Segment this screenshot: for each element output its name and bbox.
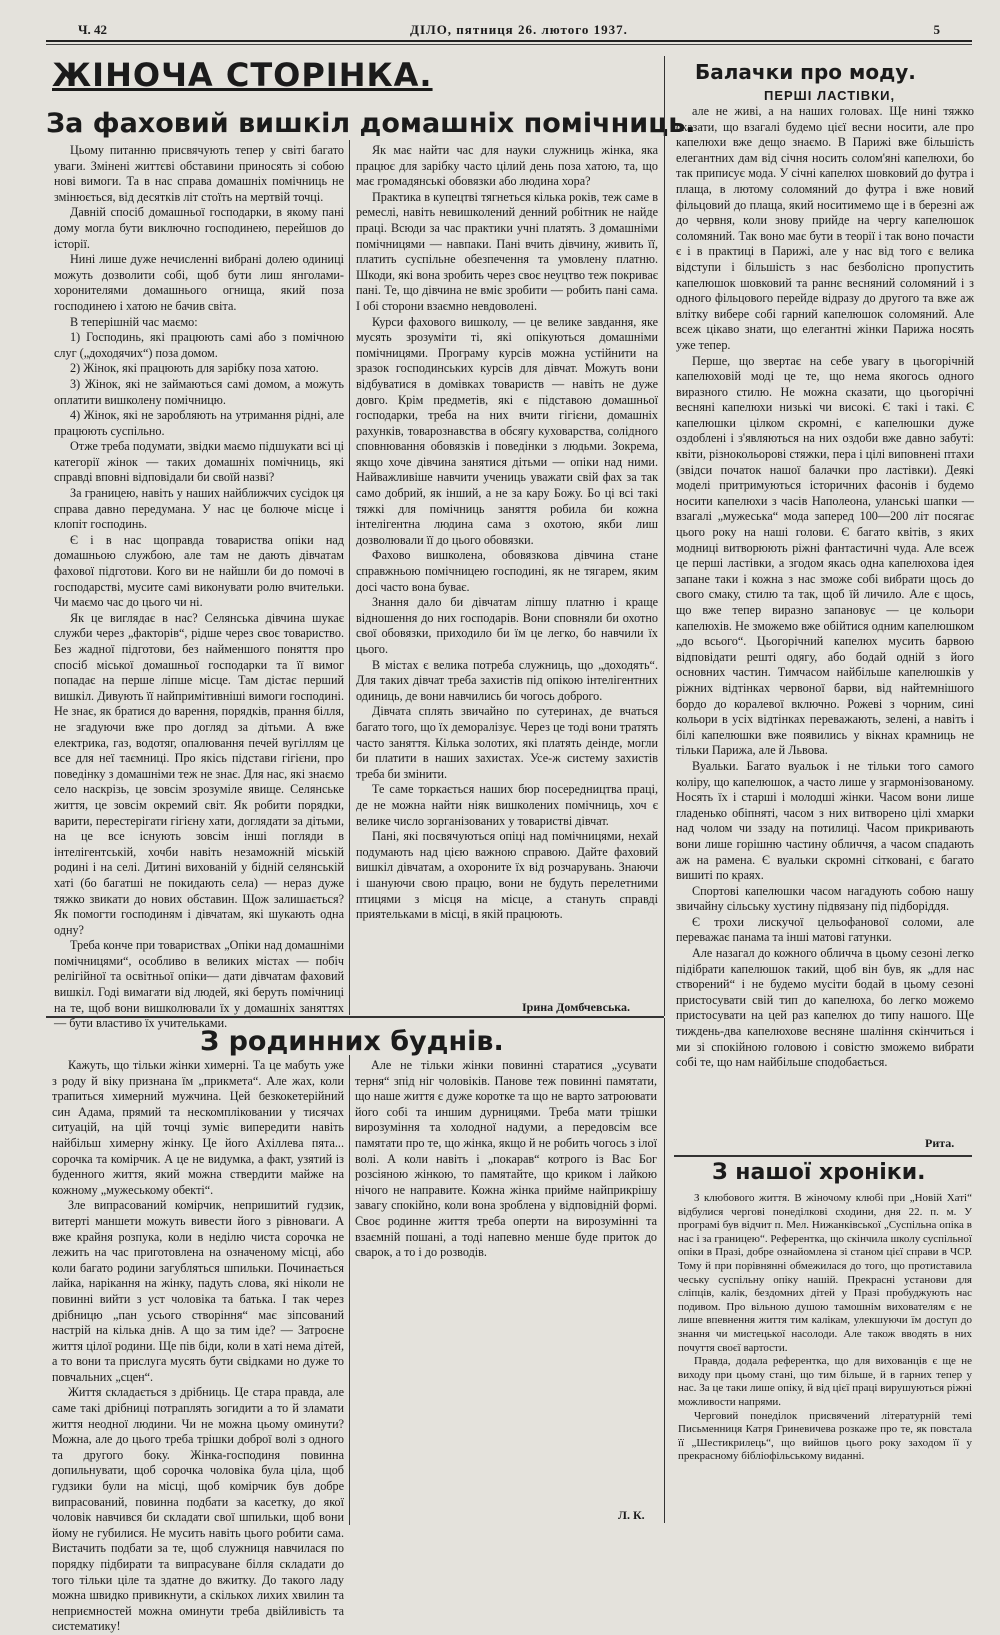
- column-rule: [349, 140, 350, 1015]
- paragraph: Як це виглядає в нас? Селянська дівчина шукає служби через „факторів“, рідше через своє товариство. Без жадної підготови, без найменшого поняття про спосіб міської домашньої господарки та її вимог попадає на перше ліпше місце. Там дістає перший вишкіл. Дивують її найпримітивніші вимоги господині. Не знає, як братися до варення, порядків, прання білля, не згадуючи вже про догляд за дітьми. А вже електрика, газ, водотяг, опалювання печей вугіллям це все для неї таємниці. Про якісь підстави гігієни, про поведінку з домашніми теж не знає. Для нас, які знаємо село наскрізь, це зовсім зрозуміле явище. Селянське життя, це зовсім окремий світ. Як робити порядки, варити, перестерігати гігієну хати, доглядати за дітьми, на це все існують зовсім інші погляди в інтелігентській, хочби навіть незаможній міській родині і на селі. Дитині вихованій у бідній селянській хаті (бо багатші не покидають села) — нераз дуже тяжко звикати до нових обставин. Щож залишається? Як помогти господиням і дівчатам, які шукають одна одну?: [54, 610, 344, 937]
- paragraph: Але назагал до кожного обличча в цьому сезоні легко підібрати капелюшок такий, щоб він був, як „для нас створений“ і не будемо мусіти бодай в цьому сезоні пристосувати свій тип до капелюха, бо легко можемо пристосувати на цей раз капелюх до типу нашого. Ще тиждень-два капелюхове весняне шаління скінчиться і ми зі спокійною головою і совістю зможемо вибрати собі те, що нам найбільше сподобається.: [676, 946, 974, 1070]
- paragraph: Треба конче при товариствах „Опіки над домашніми помічницями“, особливо в великих містах — побіч релігійної та освітньої опіки— дати дівчатам фаховий вишкіл. Годі вимагати від людей, які беруть помічниці на те, щоб вони вишколювали їх у домашніх заняттях — бути властиво їх учительками.: [54, 938, 344, 1031]
- section-title: ЖІНОЧА СТОРІНКА.: [52, 56, 433, 94]
- paragraph: Нині лише дуже нечисленні вибрані долею одиниці можуть дозволити собі, щоб бути лиш янголами-хоронителями домашнього огнища, який поза господинею і хатою не бачив світа.: [54, 252, 344, 313]
- paragraph: Життя складається з дрібниць. Це стара правда, але саме такі дрібниці потраплять зогидити а то й зламати життя неодної людини. Чи не можна цьому оминути? Можна, але до цього треба трішки доброї волі з одного та другого боку. Жінка-господиня повинна допильнувати, щоб сорочка чоловіка була ціла, щоб гудзики були на місці, щоб комірчик був добре випрасований, повинна подбати за касетку, до якої чоловік навчився би складати свої шпильки, щоб вони йому не губилися. Не мусить навіть цього робити сама. Вистачить подбати за те, щоб служниця навчилася по порядку підбирати та випрасуване білля складати до того тільки ціле та здатне до вжитку. До такого ладу можна швидко привикнути, а скількох лихих хвилин та неприємностей можна оминути треба двійливість та систематику!: [52, 1385, 344, 1634]
- article-training-signature: Ірина Домбчевська.: [522, 1000, 631, 1014]
- article-family-column-2: [355, 1058, 657, 1526]
- paragraph: Практика в купецтві тягнеться кілька років, теж саме в ремеслі, навіть невишколений денний робітник не найде праці. Всюди за час практики учні платять. З домашніми помічницями — навпаки. Пані вчить дівчину, живить її, платить суспільне обезпечення та умовлену платню. Шкоди, які вона зробить через своє неуцтво теж покриває пані. Те, що дівчина не вміє зробити — робить пані сама. І обі сторони взаємно невдоволені.: [356, 189, 658, 313]
- column-rule: [664, 1018, 665, 1523]
- newspaper-masthead-line: ДІЛО, пятниця 26. лютого 1937.: [410, 22, 628, 37]
- paragraph: Отже треба подумати, звідки маємо підшукати всі ці категорії жінок — таких домашніх помічниць, які справді вповні відповідали би своїй назві?: [54, 439, 344, 485]
- paragraph: Але не тільки жінки повинні старатися „усувати терня“ зпід ніг чоловіків. Панове теж повинні памятати, що наше життя є дуже коротке та що не варто затроювати його собі та иншим дурницями. Треба мати трішки вирозуміння та холодної надуми, а передовсім все памятати про те, що жінка, якщо й не робить чогось з ілої волі. А коли навіть і „покарав“ котрого із Вас Бог розсіяною жінкою, то памятайте, що криком і лайкою нічого не направите. Кожна жінка прийме найприкрішу завагу спокійно, коли вона зроблена у відповідній формі. Своє родинне життя треба оперти на вирозумінні та взаємній пошані, а тоді напевно менше буде приток до сварок, а то і до розводів.: [355, 1058, 657, 1260]
- paragraph: Зле випрасований комірчик, непришитий гудзик, витерті маншети можуть вивести його з рівноваги. А вже крайня розпука, коли в неділю чиста сорочка не лежить на час приготовлена на означеному місці, або коли багато родини загубляться шпильки. Починається лайка, нарікання на жінку, падуть слова, які ніколи не повинні вийти з уст чоловіка та батька. І так через дрібницю „пан усього створіння“ має зіпсований настрій на кілька днів. А що за тим іде? — Затроєне життя цілої родини. Ще пів біди, коли в хаті нема дітей, а то вони та прислуга мусять бути свідками но дуже то повчальних „сцен“.: [52, 1198, 344, 1384]
- paragraph: 2) Жінок, які працюють для зарібку поза хатою.: [70, 361, 319, 376]
- paragraph: Давній спосіб домашньої господарки, в якому пані дому могла бути виключно господинею, перейшов до історії.: [54, 205, 344, 251]
- paragraph: Вуальки. Багато вуальок і не тільки того самого коліру, що капелюшок, а часто лише у згармонізованому. Носять їх і старші і молодші жінки. Часом вони лише гладенько обіпняті, часом з них витворено цілі хмарки над чолом чи ззаду на потилиці. Часом прикривають вони лише горішню частину обличчя, а часом спадають аж на рамена. Є вуальки скромні сітковані, є багато вишиті по краях.: [676, 758, 974, 883]
- paragraph: Фахово вишколена, обовязкова дівчина стане справжньою помічницею господині, як не тягарем, яким досі часто вона буває.: [356, 548, 658, 594]
- paragraph: Перше, що звертає на себе увагу в цьогорічній капелюховій моді це те, що нема якогось одного виразного стилю. Не можна сказати, що цьогорічні весняні капелюхи низькі чи високі. Є такі і такі. Є капелюшки цілком скромні, є капелюшки дуже оздоблені і з'являються на них оздоби вже давно забуті: квіти, різнокольорові стяжки, пера і цілі виповнені птахи (звідси початок нашої балачки про ластівки). Деякі моделі притримуються історичних фасонів і будемо носити капелюхи з часів Наполеона, уланські шапки — взагалі „мужеська“ мода заперед 100—200 літ посягає цього року на наші голови. Є багато квітів, з яких модниці витворюють ріжні фантастичні чуда. Але всеж це перші ластівки, а згодом якась одна капелюхова ідея запане таки і кожна з нас зможе собі вибрати щось до свого смаку, стилю та так, щоб їй личило. Але є щось, що вже тепер виразно запановує — це кольори капелюхів. Не зможемо вже обійтися одним капелюшком „до всього“. Цьогорічний капелюх мусить барвою відповідати решті одягу, або бодай одній з його основних частин. Тимчасом найбільше капелюшків у ріжних відтінках червоної барви, від найтемнішого бордо до коралевої включно. Рожеві з чорним, сині кольори в усіх відтінках переважають, зелені, а навіть і білі капелюшки вже появились у вікнах крамниць не тільки Парижа, але й Львова.: [676, 353, 974, 758]
- paragraph: Є і в нас щоправда товариства опіки над домашньою службою, але там не дають дівчатам фахової підготови. Кого ви не найшли би до помочі в господарстві, мусите самі виконувати ролю вчительки. Чи маємо час до цього чи ні.: [54, 532, 344, 610]
- article-headline-chronicle: З нашої хроніки.: [712, 1160, 926, 1185]
- paragraph: 4) Жінок, які не заробляють на утримання рідні, але працюють суспільно.: [54, 408, 344, 438]
- paragraph: Цьому питанню присвячують тепер у світі багато уваги. Змінені життєві обставини приносять зі собою нові вимоги. Та в нас справа домашніх помічниць не змінюється, від десятків літ стоїть на мертвій точці.: [54, 143, 344, 204]
- header-rule: [46, 40, 972, 42]
- paragraph: Кажуть, що тільки жінки химерні. Та це мабуть уже з роду й віку признана їм „прикмета“. Але жах, коли трапиться химерний мужчина. Цей безкокетерійний син Адама, прямий та нескомпліковании у тисячах ситуацій, на цій точці зуміє випередити навіть найбільш химерну жінку. Це його Ахіллева пята... сорочка та комірчик. А це не видумка, а факт, узятий із буденного життя, який можна ствердити майже на кожному „мужеському обекті“.: [52, 1058, 344, 1197]
- article-training-column-2: [356, 143, 658, 1011]
- article-family-column-1: [52, 1058, 344, 1634]
- article-chronicle-body: [678, 1192, 972, 1522]
- paragraph: Правда, додала референтка, що для вихованців є ще не виходу при цьому стані, що тим більше, й в гарних тепер у нас. За це таки лише опіку, й від цієї праці вирушуються ріжні можливости напрями.: [678, 1355, 972, 1408]
- paragraph: Пані, які посвячуються опіці над помічницями, нехай подумають над цією важною справою. Дайте фаховий вишкіл дівчатам, а охороните їх від розчарувань. Знаючи і шануючи свою працю, вони не будуть перелетними птицями з місця на місце, а стануть справді приятельками в місці, в якій працюють.: [356, 829, 658, 922]
- article-headline-fashion: Балачки про моду.: [695, 60, 916, 84]
- header-rule-thin: [46, 44, 972, 45]
- paragraph: Дівчата сплять звичайно по сутеринах, де вчаться багато того, що їх деморалізує. Через це тоді вони тратять часто заняття. Кілька золотих, які платять деінде, могли би платити в наших захистах. Усе-ж систему захистів треба би змінити.: [356, 704, 658, 781]
- paragraph: З клюбового життя. В жіночому клюбі при „Новій Хаті“ відбулися чергові понеділкові сходини, дня 22. п. м. У програмі був відчит п. Мел. Нижанківської „Суспільна опіка в нас і за границею“. Референтка, що скінчила школу суспільної опіки в Празі, добре ознайомлена зі станом цієї справи в ЧСР. Тому й при порівнянні обмежилася до того, що протиставила чеську суспільну опіку нашій. Прекрасні установи для сліпців, калік, бездомних дітей у Празі пробуджують нас подивом. Про вільною душою тамошнім вихователям є не лише впевнення життя тим калікам, улекшуючи їм доступ до знання чи мистецької насолоди. Але також вводять в них почуття своєї вартости.: [678, 1192, 972, 1354]
- paragraph: Спортові капелюшки часом нагадують собою нашу звичайну сільську хустину підвязану під підборіддя.: [676, 883, 974, 914]
- issue-number: Ч. 42: [78, 22, 108, 37]
- section-divider-right: [674, 1155, 972, 1157]
- paragraph: За границею, навіть у наших найближчих сусідок ця справа давно передумана. У нас це болюче місце і клопіт господинь.: [54, 486, 344, 532]
- paragraph: В містах є велика потреба служниць, що „доходять“. Для таких дівчат треба захистів під опікою інтелігентних одиниць, де вони навчились би чогось доброго.: [356, 657, 658, 703]
- paragraph: Як має найти час для науки служниць жінка, яка працює для зарібку часто цілий день поза хатою, та, що має громадянські обовязки або людина хора?: [356, 143, 658, 189]
- column-rule: [349, 1055, 350, 1525]
- article-fashion-signature: Рита.: [925, 1136, 955, 1150]
- paragraph: але не живі, а на наших головах. Ще нині тяжко сказати, що взагалі будемо цієї весни носити, але про капелюхи вже дещо знаємо. В Парижі вже більшість елегантних дам від січня носить солом'яні капелюхи, бо так приписує мода. У січні капелюх шовковий до футра і плаща, в лютому соломяний до футра і вже новий фільцовий до плаща, який носитимемо ще і в березні аж до червня, коли знову прийде на чергу капелюшок соломяний. Так воно має бути в теорії і так воно почасти є і в практиці в Парижі, але у нас від того є велика відступи і більшість з нас безболісно пропустить капелюшок шовковий та раннє весняний соломяний і з одного фільцового перейде відразу до другого та вже аж влітку вибере собі гарний капелюшок соломяний. Але всеж цікаво знати, що елегантні жінки Парижа носять уже тепер.: [676, 104, 974, 352]
- paragraph: Те саме торкається наших бюр посередництва праці, де не можна найти ніяк вишколених помічниць, хоч є велике число зорганізованих у товаристві дівчат.: [356, 782, 658, 828]
- section-divider-left: [46, 1016, 664, 1018]
- paragraph: Черговий понеділок присвячений літературній темі Письменниця Катря Гриневичева розкаже про те, як повстала її „Шестикрилець“, що вийшов цього року заходом її у прекрасному бібліофільському виданні.: [678, 1409, 972, 1463]
- article-training-column-1: [54, 143, 344, 1031]
- column-rule: [664, 56, 665, 1016]
- page-number: 5: [933, 22, 940, 37]
- paragraph: Знання дало би дівчатам ліпшу платню і краще відношення до них господарів. Вони сповняли би охотно свої обовязки, приходило би їм це легко, бо навчили їх цього.: [356, 595, 658, 656]
- article-fashion-body: [676, 104, 974, 1152]
- page-header: [70, 22, 970, 42]
- paragraph: В теперішній час маємо:: [70, 314, 198, 329]
- article-headline-training: За фаховий вишкіл домашніх помічниць.: [46, 108, 696, 139]
- article-family-signature: Л. К.: [618, 1508, 645, 1522]
- paragraph: Курси фахового вишколу, — це велике завдання, яке мусять зрозуміти ті, які опікуються домашніми помічницями. Програму курсів можна устійнити на зразок господинських курсів для дівчат. Можуть вони відбуватися в домівках товариств — навіть не дуже довго. Крім предметів, які є підставою домашньої господарки, треба на них вчити гігієни, домашніх рахунків, товарознавства в обсягу куховарства, солідного сповнювання обовязків і поведінки з людьми. Зокрема, якщо хоче дівчина занятися дітьми — опіки над ними. Найважливіше навчити учениць уважати свій фах за так само добрий, як інший, а не за кару Божу. Бо ці всі такі тяжкі для помічниць заняття робила би кожна інтелігентна людина сама з охотою, якби лиш дозволювали її до цього обовязки.: [356, 314, 658, 547]
- paragraph: 3) Жінок, які не займаються самі домом, а можуть оплатити вишколену помічницю.: [54, 376, 344, 407]
- paragraph: 1) Господинь, які працюють самі або з помічною слуг („доходячих“) поза домом.: [54, 330, 344, 360]
- article-headline-family: З родинних буднів.: [200, 1026, 504, 1057]
- article-subheadline-fashion: ПЕРШІ ЛАСТІВКИ,: [764, 88, 896, 103]
- paragraph: Є трохи лискучої цельофанової соломи, але переважає панама та інші матові гатунки.: [676, 914, 974, 945]
